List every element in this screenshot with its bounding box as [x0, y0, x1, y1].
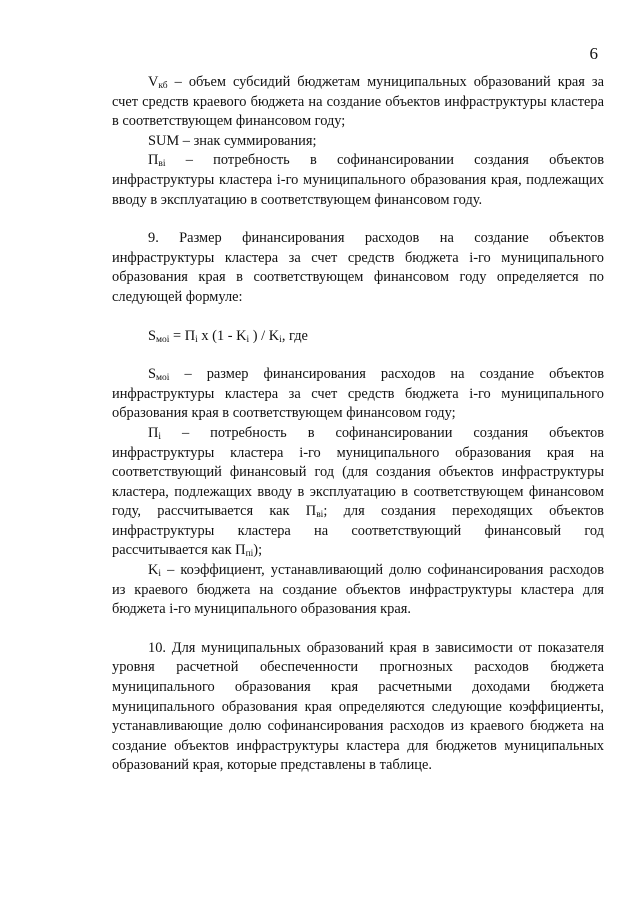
definition-k-i [112, 561, 604, 620]
symbol: П [148, 152, 159, 169]
definition-s-moi [112, 365, 604, 424]
spacer [112, 210, 604, 229]
definition-text: – объем субсидий бюджетам муниципальных образований края за счет средств краевого бюджета на создание объектов инфраструктуры кластера в соответствующем финансовом году; [112, 74, 604, 130]
paragraph-10: 10. Для муниципальных образований края в зависимости от показателя уровня расчетной обеспеченности прогнозных расходов бюджета муниципального образования края расчетными доходами бюджета муниципального образования края определяются следующие коэффициенты, устанавливающие долю софинансирования расходов из краевого бюджета на создание объектов инфраструктуры кластера для бюджетов муниципальных образований края, которые представлены в таблице. [112, 639, 604, 774]
symbol: S [148, 366, 157, 383]
symbol-subscript: мoi [156, 373, 170, 384]
paragraph-9: 9. Размер финансирования расходов на создание объектов инфраструктуры кластера за счет средств бюджета i-го муниципального образования края в соответствующем финансовом году определяется по следующей формуле: [112, 230, 604, 305]
symbol-subscript: i [158, 431, 162, 442]
spacer [112, 346, 604, 365]
symbol-subscript: i [158, 569, 162, 580]
formula: $S_{мoi} = П_i$ х ($1 - K_i$ ) / $K_i$, где [148, 327, 308, 345]
page-number: 6 [589, 44, 598, 63]
definition-p-vi [112, 151, 604, 210]
symbol: V [148, 74, 159, 90]
definition-text: – потребность в софинансировании создания объектов инфраструктуры кластера i-го муниципального образования края, подлежащих вводу в эксплуатацию в соответствующем финансовом году. [112, 152, 604, 208]
definition-text: – коэффициент, устанавливающий долю софинансирования расходов из краевого бюджета на создание объектов инфраструктуры кластера для бюджета i-го муниципального образования края. [112, 562, 604, 618]
symbol: П [148, 424, 159, 441]
definition-text: – размер финансирования расходов на создание объектов инфраструктуры кластера за счет средств бюджета i-го муниципального образования края в соответствующем финансовом году; [112, 366, 604, 422]
definition-v-kb [112, 73, 604, 132]
spacer [112, 308, 604, 327]
document-body [112, 73, 604, 776]
definition-sum: SUM – знак суммирования; [148, 132, 317, 149]
symbol-subscript: кб [158, 81, 168, 91]
symbol-subscript: вi [158, 159, 166, 170]
definition-p-i: $П_i$ – потребность в софинансировании создания объектов инфраструктуры кластера i-го муниципального образования края на соответствующий финансовый год (для создания объектов инфраструктуры кластера, подлежащих вводу в эксплуатацию в соответствующем финансовом году, рассчитывается как $П_{вi}$; для создания переходящих объектов инфраструктуры кластера на соответствующий финансовый год рассчитывается как $П_{пi}$); [112, 424, 604, 560]
spacer [112, 620, 604, 639]
symbol: K [148, 562, 159, 579]
